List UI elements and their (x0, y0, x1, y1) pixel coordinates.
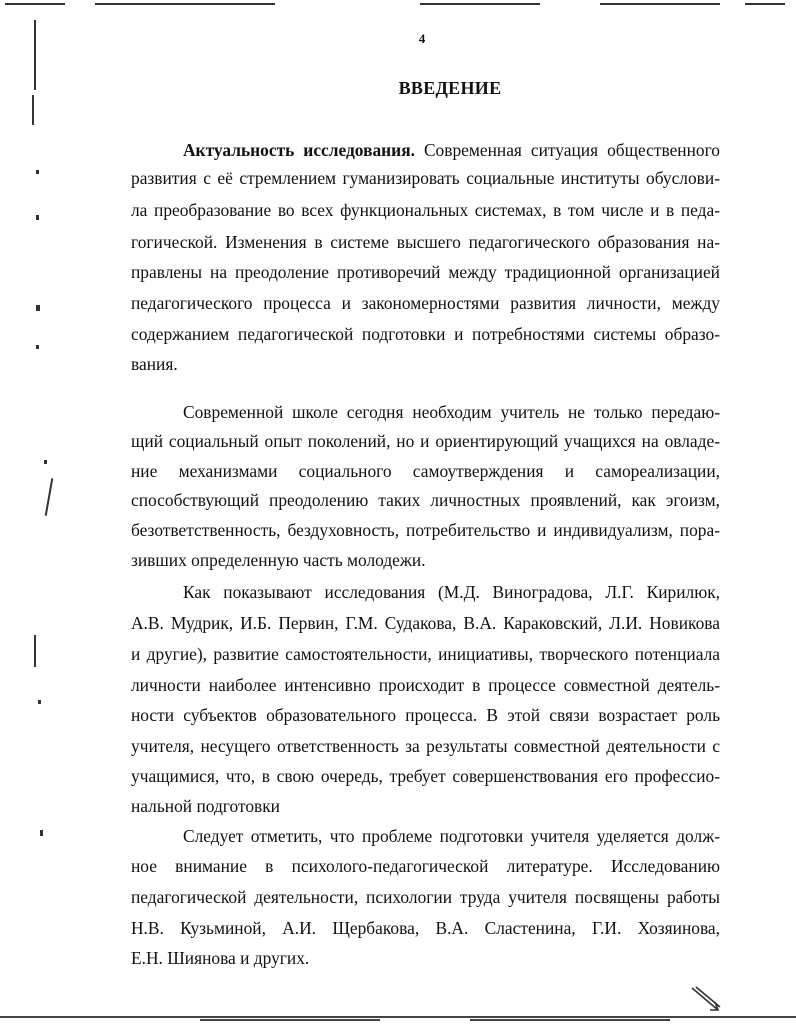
paragraph-4-line-2: ное внимание в психолого-педагогической литературе. Исследованию (131, 856, 720, 876)
paragraph-1-line-1 (183, 136, 720, 164)
paragraph-1-line-4: гогической. Изменения в системе высшего педагогического образования на- (131, 232, 720, 252)
paragraph-3-line-5: ности субъектов образовательного процесса. В этой связи возрастает роль (131, 705, 720, 725)
paragraph-3-line-1: Как показывают исследования (М.Д. Виноградова, Л.Г. Кирилюк, (183, 582, 720, 602)
paragraph-3-line-4: личности наиболее интенсивно происходит в процессе совместной деятель- (131, 675, 720, 695)
paragraph-3-line-7: учащимися, что, в свою очередь, требует совершенствования его профессио- (131, 766, 720, 786)
scan-bottom-edge (0, 1016, 796, 1022)
page-number: 4 (418, 31, 426, 46)
paragraph-4-line-1: Следует отметить, что проблеме подготовки учителя уделяется долж- (183, 826, 720, 846)
paragraph-3-line-6: учителя, несущего ответственность за результаты совместной деятельности с (131, 736, 720, 756)
paragraph-2-line-4: способствующий преодолению таких личностных проявлений, как эгоизм, (131, 490, 720, 510)
paragraph-4-line-5: Е.Н. Шиянова и других. (131, 948, 310, 968)
paragraph-4-line-4: Н.В. Кузьминой, А.И. Щербакова, В.А. Сластенина, Г.И. Хозяинова, (131, 918, 720, 938)
page-heading: ВВЕДЕНИЕ (398, 78, 502, 98)
paragraph-2-line-2: щий социальный опыт поколений, но и ориентирующий учащихся на овладе- (131, 431, 720, 451)
paragraph-2-line-5: безответственность, бездуховность, потребительство и индивидуализм, пора- (131, 520, 720, 540)
paragraph-2-line-1: Современной школе сегодня необходим учитель не только передаю- (183, 402, 720, 422)
scan-left-edge (30, 0, 42, 1027)
paragraph-1-line-6: педагогического процесса и закономерностями развития личности, между (131, 293, 720, 313)
paragraph-2-line-3: ние механизмами социального самоутверждения и самореализации, (131, 461, 720, 481)
paragraph-4-line-3: педагогической деятельности, психологии труда учителя посвящены работы (131, 887, 720, 907)
paragraph-1-line-3: ла преобразование во всех функциональных системах, в том числе и в педа- (131, 200, 720, 220)
paragraph-1-line-2: развития с её стремлением гуманизировать социальные институты обуслови- (131, 168, 720, 188)
paragraph-3-line-2: А.В. Мудрик, И.Б. Первин, Г.М. Судакова, В.А. Караковский, Л.И. Новикова (131, 613, 720, 633)
paragraph-2-line-6: зивших определенную часть молодежи. (131, 550, 426, 570)
paragraph-3-line-3: и другие), развитие самостоятельности, инициативы, творческого потенциала (131, 644, 720, 664)
scan-arrow-mark-icon (688, 984, 724, 1014)
scan-top-edge (0, 3, 796, 6)
paragraph-1-line-7: содержанием педагогической подготовки и потребностями системы образо- (131, 324, 720, 344)
paragraph-1-line-8: вания. (131, 354, 178, 374)
paragraph-1-line-5: правлены на преодоление противоречий между традиционной организацией (131, 262, 720, 282)
paragraph-3-line-8: нальной подготовки (131, 796, 280, 816)
paragraph-1-line-1-text: Современная ситуация общественного (414, 140, 720, 160)
topic-bold-lead: Актуальность исследования. (183, 140, 415, 160)
